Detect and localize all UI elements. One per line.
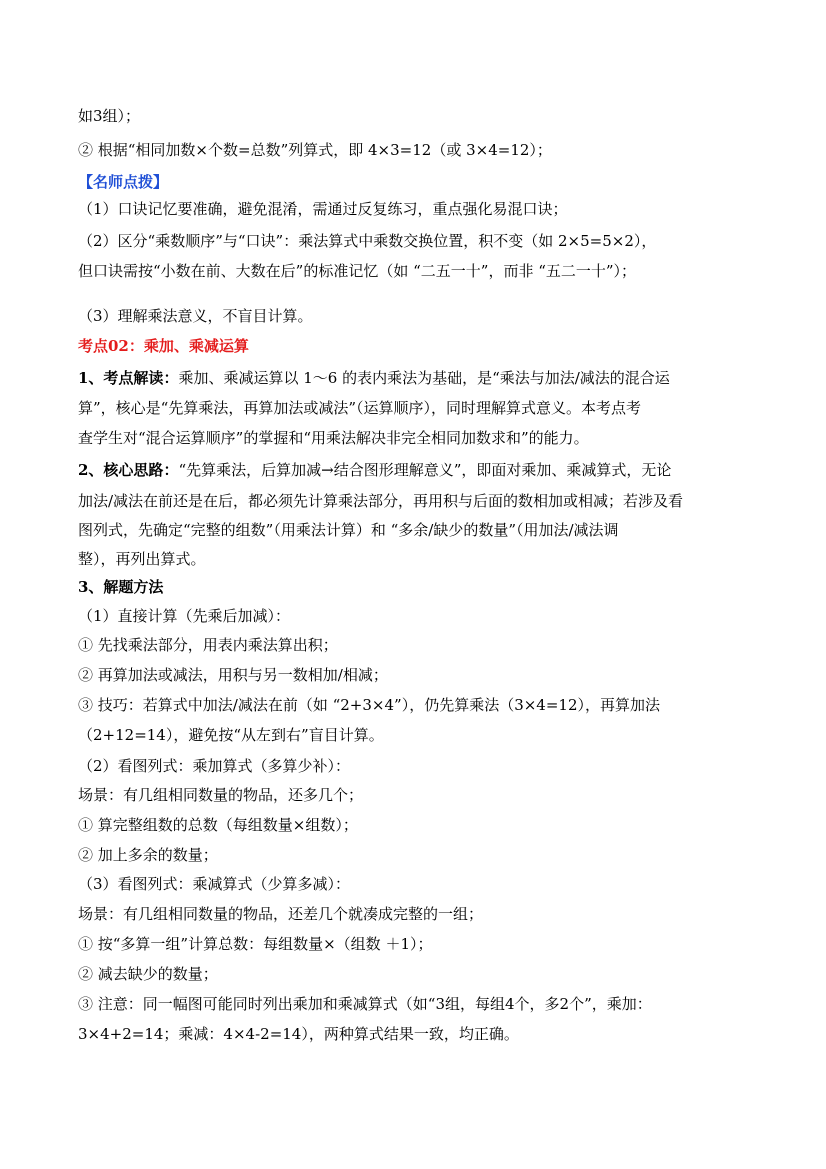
text-line: （2+12=14），避免按“从左到右”盲目计算。 [78, 726, 384, 744]
text-line: 图列式，先确定“完整的组数”（用乘法计算）和 “多余/缺少的数量”（用加法/减法调 [78, 521, 619, 539]
text-line: ③ 技巧：若算式中加法/减法在前（如 “2+3×4”），仍先算乘法（3×4=12），再算加法 [78, 696, 661, 714]
text-line: ① 算完整组数的总数（每组数量×组数）； [78, 816, 358, 834]
text-line [78, 460, 778, 480]
section-heading-kaodian-02: 考点02：乘加、乘减运算 [78, 337, 249, 355]
text-line: ① 按“多算一组”计算总数：每组数量×（组数 ＋1）； [78, 935, 433, 953]
text-line: ② 减去缺少的数量； [78, 965, 218, 983]
text-line: 如3组）； [78, 107, 141, 125]
text-line: （3）理解乘法意义，不盲目计算。 [78, 307, 313, 325]
text-line [78, 368, 778, 388]
label-kaodian-jiedu: 1、考点解读： [78, 369, 179, 387]
text-line: 查学生对“混合运算顺序”的掌握和“用乘法解决非完全相同加数求和”的能力。 [78, 429, 589, 447]
text-line: 加法/减法在前还是在后，都必须先计算乘法部分，再用积与后面的数相加或相减；若涉及看 [78, 492, 684, 510]
text-fragment: “先算乘法，后算加减→结合图形理解意义”，即面对乘加、乘减算式，无论 [178, 461, 672, 479]
text-line: ② 加上多余的数量； [78, 846, 218, 864]
text-line: ① 先找乘法部分，用表内乘法算出积； [78, 636, 338, 654]
text-fragment: 乘加、乘减运算以 1～6 的表内乘法为基础，是“乘法与加法/减法的混合运 [178, 369, 670, 387]
section-heading-tips: 【名师点拨】 [78, 173, 169, 191]
text-line: （2）区分“乘数顺序”与“口诀”：乘法算式中乘数交换位置，积不变（如 2×5=5×2）， [78, 232, 657, 250]
text-line: （2）看图列式：乘加算式（多算少补）： [78, 757, 351, 775]
text-line: ③ 注意：同一幅图可能同时列出乘加和乘减算式（如“3组，每组4个，多2个”，乘加： [78, 995, 652, 1013]
text-line: （1）直接计算（先乘后加减）： [78, 607, 291, 625]
text-line: 整），再列出算式。 [78, 550, 206, 568]
text-line: ② 再算加法或减法，用积与另一数相加/相减； [78, 666, 388, 684]
text-line: 场景：有几组相同数量的物品，还差几个就凑成完整的一组； [78, 905, 484, 923]
text-line: 但口诀需按“小数在前、大数在后”的标准记忆（如 “二五一十”，而非 “五二一十”）； [78, 262, 637, 280]
text-line: ② 根据“相同加数×个数=总数”列算式，即 4×3=12（或 3×4=12）； [78, 141, 552, 159]
text-line: （1）口诀记忆要准确，避免混淆，需通过反复练习，重点强化易混口诀； [78, 200, 568, 218]
text-line: （3）看图列式：乘减算式（少算多减）： [78, 875, 351, 893]
label-hexin-silu: 2、核心思路： [78, 461, 179, 479]
subsection-heading-methods: 3、解题方法 [78, 578, 164, 596]
text-line: 场景：有几组相同数量的物品，还多几个； [78, 786, 364, 804]
text-line: 算”，核心是“先算乘法，再算加法或减法”（运算顺序），同时理解算式意义。本考点考 [78, 399, 642, 417]
text-line: 3×4+2=14；乘减：4×4-2=14），两种算式结果一致，均正确。 [78, 1025, 519, 1043]
